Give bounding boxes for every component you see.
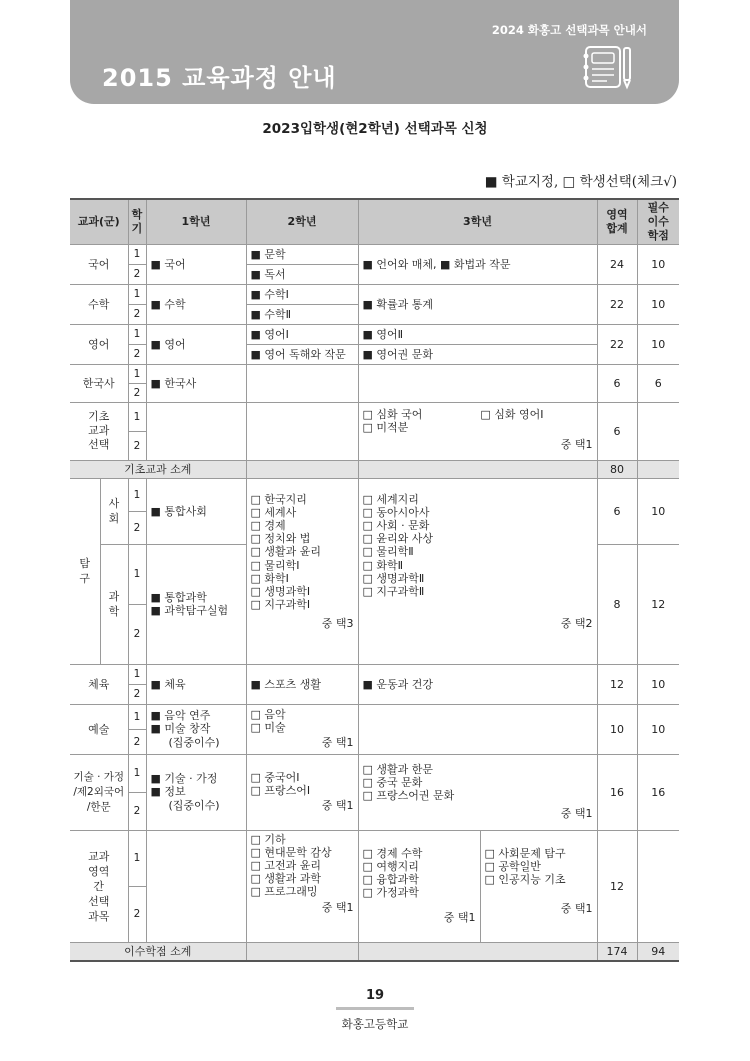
course-option[interactable]: □ 동아시아사 <box>362 505 430 519</box>
course-option[interactable]: □ 한국지리 <box>250 492 307 506</box>
col-required: 필수 이수 학점 <box>637 199 679 244</box>
subject-history: 한국사 <box>70 364 128 402</box>
table-row <box>70 244 679 264</box>
school-name: 화홍고등학교 <box>341 1017 409 1031</box>
course-option[interactable]: □ 중국 문화 <box>362 775 423 789</box>
table-row <box>70 402 679 431</box>
subtotal-blank <box>358 460 597 478</box>
science-required: 12 <box>637 544 679 664</box>
course-option[interactable]: □ 세계지리 <box>362 492 419 506</box>
cross-total: 12 <box>597 830 637 942</box>
semester-1: 1 <box>128 544 146 604</box>
semester-1: 1 <box>128 324 146 344</box>
pe-total: 12 <box>597 664 637 704</box>
choice-note: 중 택1 <box>560 437 593 451</box>
table-row <box>70 664 679 684</box>
semester-1: 1 <box>128 704 146 729</box>
basic-total: 6 <box>597 402 637 460</box>
semester-2: 2 <box>128 511 146 544</box>
arts-required: 10 <box>637 704 679 754</box>
tech-g2 <box>246 754 358 830</box>
social-total: 6 <box>597 478 637 544</box>
semester-2: 2 <box>128 604 146 664</box>
subject-arts: 예술 <box>70 704 128 754</box>
subject-science: 과 학 <box>100 544 128 664</box>
cross-g1 <box>146 830 246 942</box>
course-option[interactable]: □ 중국어Ⅰ <box>250 770 300 784</box>
tech-g3 <box>358 754 597 830</box>
pe-g3: ■ 운동과 건강 <box>358 664 597 704</box>
inquiry-g2 <box>246 478 358 664</box>
course-option[interactable]: □ 지구과학Ⅱ <box>362 584 425 598</box>
semester-2: 2 <box>128 304 146 324</box>
math-g3: ■ 확률과 통계 <box>358 284 597 324</box>
korean-required: 10 <box>637 244 679 284</box>
basic-required <box>637 402 679 460</box>
grand-required: 94 <box>637 942 679 961</box>
social-required: 10 <box>637 478 679 544</box>
basic-option[interactable]: □ 심화 영어Ⅰ <box>480 407 544 421</box>
course-option[interactable]: □ 화학Ⅱ <box>362 558 404 572</box>
semester-1: 1 <box>128 664 146 684</box>
course-option[interactable]: □ 생명과학Ⅱ <box>362 571 425 585</box>
col-grade1: 1학년 <box>146 199 246 244</box>
col-grade3: 3학년 <box>358 199 597 244</box>
pe-g1: ■ 체육 <box>146 664 246 704</box>
subject-inquiry: 탐 구 <box>70 478 100 664</box>
page-number: 19 <box>365 988 385 1003</box>
header-subtitle: 2024 화홍고 선택과목 안내서 <box>491 23 647 37</box>
col-subject: 교과(군) <box>70 199 128 244</box>
course-option[interactable]: □ 현대문학 감상 <box>250 845 332 859</box>
subject-cross: 교과 영역 간 선택 과목 <box>70 830 128 942</box>
course-option[interactable]: □ 정치와 법 <box>250 532 311 546</box>
science-g1 <box>146 544 246 664</box>
subject-korean: 국어 <box>70 244 128 284</box>
korean-total: 24 <box>597 244 637 284</box>
table-row <box>70 284 679 304</box>
english-required: 10 <box>637 324 679 364</box>
course-option[interactable]: □ 고전과 윤리 <box>250 858 322 872</box>
basic-subtotal-total: 80 <box>597 460 637 478</box>
course-option[interactable]: □ 음악 <box>250 707 286 721</box>
semester-1: 1 <box>128 284 146 304</box>
arts-total: 10 <box>597 704 637 754</box>
curriculum-table <box>70 198 679 962</box>
subject-english: 영어 <box>70 324 128 364</box>
math-required: 10 <box>637 284 679 324</box>
math-g1: ■ 수학 <box>146 284 246 324</box>
choice-note: 중 택2 <box>560 617 593 631</box>
history-total: 6 <box>597 364 637 402</box>
course-option[interactable]: □ 경제 <box>250 518 286 532</box>
cross-required <box>637 830 679 942</box>
total-blank <box>246 942 358 961</box>
notebook-pencil-icon <box>583 42 635 90</box>
semester-1: 1 <box>128 244 146 264</box>
arts-g3 <box>358 704 597 754</box>
table-row <box>70 364 679 383</box>
semester-1: 1 <box>128 402 146 431</box>
english-g3-s2: ■ 영어권 문화 <box>358 344 597 364</box>
semester-2: 2 <box>128 684 146 704</box>
cross-g3b <box>480 830 597 942</box>
semester-2: 2 <box>128 431 146 460</box>
social-g1: ■ 통합사회 <box>146 478 246 544</box>
course-item: (집중이수) <box>168 735 220 749</box>
course-item: ■ 미술 창작 <box>150 722 211 736</box>
math-g2-s2: ■ 수학Ⅱ <box>246 304 358 324</box>
course-option[interactable]: □ 기하 <box>250 832 286 846</box>
basic-option[interactable]: □ 미적분 <box>362 420 409 434</box>
arts-g2 <box>246 704 358 754</box>
english-g1: ■ 영어 <box>146 324 246 364</box>
korean-g1: ■ 국어 <box>146 244 246 284</box>
header-banner <box>70 0 679 104</box>
english-g2-s1: ■ 영어Ⅰ <box>246 324 358 344</box>
grand-total: 174 <box>597 942 637 961</box>
subject-pe: 체육 <box>70 664 128 704</box>
semester-2: 2 <box>128 264 146 284</box>
course-option[interactable]: □ 가정과학 <box>362 886 419 900</box>
table-row <box>70 754 679 792</box>
col-grade2: 2학년 <box>246 199 358 244</box>
total-label: 이수학점 소계 <box>70 942 246 961</box>
korean-g2-s1: ■ 문학 <box>246 244 358 264</box>
course-option[interactable]: □ 프랑스어Ⅰ <box>250 784 311 797</box>
subtotal-blank <box>246 460 358 478</box>
course-option[interactable]: □ 공학일반 <box>484 859 541 873</box>
course-option[interactable]: □ 생활과 한문 <box>362 762 434 776</box>
table-row <box>70 830 679 886</box>
course-option[interactable]: □ 여행지리 <box>362 859 419 873</box>
course-option[interactable]: □ 사회문제 탐구 <box>484 846 566 860</box>
english-g2-s2: ■ 영어 독해와 작문 <box>246 344 358 364</box>
arts-g1 <box>146 704 246 754</box>
history-g1: ■ 한국사 <box>146 364 246 402</box>
cross-g2 <box>246 830 358 942</box>
semester-1: 1 <box>128 754 146 792</box>
legend: ■ 학교지정, □ 학생선택(체크√) <box>484 174 677 190</box>
subtotal-blank <box>637 460 679 478</box>
basic-subtotal-label: 기초교과 소계 <box>70 460 246 478</box>
cross-g3a <box>358 830 480 942</box>
table-row <box>70 324 679 344</box>
history-required: 6 <box>637 364 679 402</box>
tech-total: 16 <box>597 754 637 830</box>
course-option[interactable]: □ 인공지능 기초 <box>484 872 566 886</box>
course-option[interactable]: □ 생명과학Ⅰ <box>250 584 311 598</box>
semester-2: 2 <box>128 383 146 402</box>
choice-note: 중 택1 <box>321 900 354 914</box>
divider <box>336 1007 414 1010</box>
basic-g3 <box>358 402 597 460</box>
course-option[interactable]: □ 세계사 <box>250 505 297 519</box>
choice-note: 중 택1 <box>321 736 354 750</box>
course-option[interactable]: □ 경제 수학 <box>362 846 423 860</box>
semester-1: 1 <box>128 364 146 383</box>
semester-1: 1 <box>128 478 146 511</box>
math-g2-s1: ■ 수학Ⅰ <box>246 284 358 304</box>
korean-g2-s2: ■ 독서 <box>246 264 358 284</box>
basic-g2 <box>246 402 358 460</box>
course-item: (집중이수) <box>168 798 220 812</box>
course-option[interactable]: □ 미술 <box>250 721 286 734</box>
english-g3-s1: ■ 영어Ⅱ <box>358 324 597 344</box>
course-option[interactable]: □ 물리학Ⅰ <box>250 558 300 572</box>
total-blank <box>358 942 597 961</box>
table-row <box>70 704 679 729</box>
subject-basic-elective: 기초 교과 선택 <box>70 402 128 460</box>
choice-note: 중 택1 <box>321 799 354 813</box>
subject-math: 수학 <box>70 284 128 324</box>
subject-social: 사 회 <box>100 478 128 544</box>
table-row <box>70 478 679 511</box>
choice-note: 중 택1 <box>560 902 593 916</box>
basic-g1 <box>146 402 246 460</box>
basic-option[interactable]: □ 심화 국어 <box>362 407 423 421</box>
course-option[interactable]: □ 사회 · 문화 <box>362 518 430 532</box>
semester-2: 2 <box>128 886 146 942</box>
history-g2 <box>246 364 358 402</box>
course-option[interactable]: □ 프로그래밍 <box>250 885 318 899</box>
total-row <box>70 942 679 961</box>
course-option[interactable]: □ 생활과 과학 <box>250 872 322 886</box>
subtotal-row <box>70 460 679 478</box>
english-total: 22 <box>597 324 637 364</box>
course-item: ■ 음악 연주 <box>150 709 211 723</box>
semester-2: 2 <box>128 344 146 364</box>
course-option[interactable]: □ 융합과학 <box>362 872 419 886</box>
choice-note: 중 택3 <box>321 617 354 631</box>
course-item: ■ 기술 · 가정 <box>150 772 218 786</box>
korean-g3: ■ 언어와 매체, ■ 화법과 작문 <box>358 244 597 284</box>
course-option[interactable]: □ 윤리와 사상 <box>362 532 434 546</box>
section-title: 2023입학생(현2학년) 선택과목 신청 <box>262 121 488 137</box>
history-g3 <box>358 364 597 402</box>
inquiry-g3 <box>358 478 597 664</box>
page-title: 2015 교육과정 안내 <box>102 64 337 92</box>
course-item: ■ 과학탐구실험 <box>150 604 229 617</box>
course-option[interactable]: □ 프랑스어권 문화 <box>362 789 455 803</box>
subject-tech: 기술 · 가정 /제2외국어 /한문 <box>70 754 128 830</box>
semester-1: 1 <box>128 830 146 886</box>
course-option[interactable]: □ 물리학Ⅱ <box>362 545 414 559</box>
choice-note: 중 택1 <box>443 911 476 925</box>
course-item: ■ 통합과학 <box>150 590 207 604</box>
semester-2: 2 <box>128 729 146 754</box>
pe-g2: ■ 스포츠 생활 <box>246 664 358 704</box>
tech-g1 <box>146 754 246 830</box>
semester-2: 2 <box>128 792 146 830</box>
col-area-total: 영역 합계 <box>597 199 637 244</box>
science-total: 8 <box>597 544 637 664</box>
course-item: ■ 정보 <box>150 785 186 799</box>
choice-note: 중 택1 <box>560 807 593 821</box>
course-option[interactable]: □ 화학Ⅰ <box>250 571 289 585</box>
pe-required: 10 <box>637 664 679 704</box>
math-total: 22 <box>597 284 637 324</box>
tech-required: 16 <box>637 754 679 830</box>
course-option[interactable]: □ 지구과학Ⅰ <box>250 598 311 612</box>
course-option[interactable]: □ 생활과 윤리 <box>250 545 322 559</box>
col-semester: 학 기 <box>128 199 146 244</box>
